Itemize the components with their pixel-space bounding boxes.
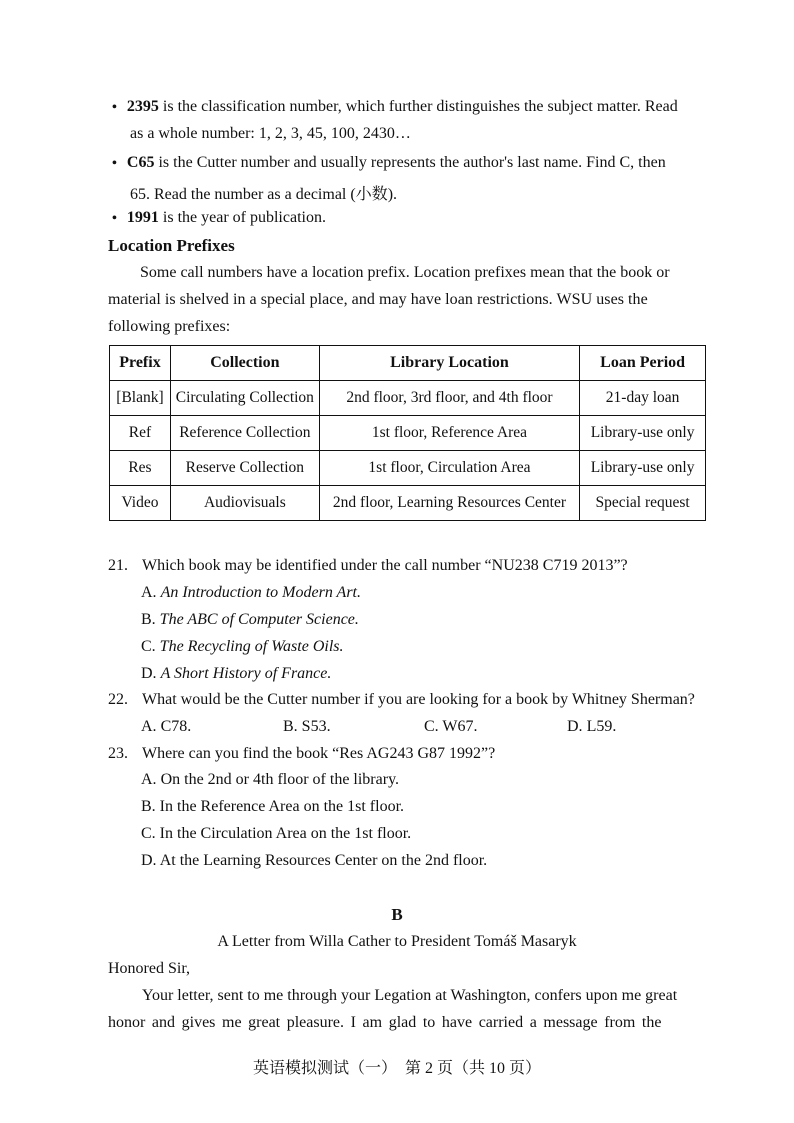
option-text: The ABC of Computer Science. — [159, 611, 359, 628]
table-row — [110, 486, 706, 521]
para-line-3: following prefixes: — [108, 318, 231, 335]
question-number: 21. — [108, 557, 128, 574]
option-letter: D. — [567, 718, 583, 735]
bullet-dot: • — [112, 211, 117, 226]
cell: Library-use only — [580, 416, 706, 451]
question-23 — [108, 745, 495, 763]
option-21-a[interactable] — [141, 584, 361, 602]
page-footer: 英语模拟测试（一） 第 2 页（共 10 页） — [252, 1060, 541, 1077]
cell: Library-use only — [580, 451, 706, 486]
table-row — [110, 381, 706, 416]
letter-title: A Letter from Willa Cather to President Tomáš Masaryk — [217, 933, 577, 950]
bullet-dot: • — [112, 156, 117, 171]
option-letter: A. — [141, 771, 157, 788]
option-text: W67. — [442, 718, 478, 735]
option-text: In the Circulation Area on the 1st floor. — [159, 825, 412, 842]
option-letter: B. — [141, 611, 156, 628]
option-letter: B. — [283, 718, 298, 735]
prefix-table — [109, 345, 706, 521]
option-letter: A. — [141, 718, 157, 735]
header-prefix: Prefix — [110, 346, 171, 381]
option-22-b[interactable] — [283, 718, 331, 736]
salutation: Honored Sir, — [108, 960, 191, 977]
section-label: B — [391, 905, 403, 924]
option-text: In the Reference Area on the 1st floor. — [159, 798, 405, 815]
bullet-1-text: is the classification number, which further distinguishes the subject matter. Read — [158, 98, 678, 115]
option-23-b[interactable] — [141, 798, 404, 816]
letter-line-2: honor and gives me great pleasure. I am glad to have carried a message from the — [108, 1014, 662, 1031]
option-23-a[interactable] — [141, 771, 399, 789]
option-text: A Short History of France. — [160, 665, 332, 682]
cell: 2nd floor, 3rd floor, and 4th floor — [319, 381, 579, 416]
bullet-3-bold: 1991 — [126, 209, 159, 226]
option-text: At the Learning Resources Center on the 2nd floor. — [159, 852, 488, 869]
cell: Reference Collection — [170, 416, 319, 451]
bullet-1 — [112, 98, 678, 116]
question-text: Where can you find the book “Res AG243 G87 1992”? — [142, 745, 496, 762]
option-text: C78. — [160, 718, 192, 735]
option-letter: C. — [424, 718, 439, 735]
question-21 — [108, 557, 628, 575]
option-text: S53. — [301, 718, 331, 735]
option-22-a[interactable] — [141, 718, 191, 736]
bullet-3 — [112, 209, 326, 227]
header-library-location: Library Location — [319, 346, 579, 381]
letter-line-1: Your letter, sent to me through your Legation at Washington, confers upon me great — [142, 987, 678, 1004]
option-text: An Introduction to Modern Art. — [160, 584, 361, 601]
question-22 — [108, 691, 695, 709]
bullet-2 — [112, 154, 666, 172]
option-22-c[interactable] — [424, 718, 478, 736]
bullet-2-text: is the Cutter number and usually represents the author's last name. Find C, then — [154, 154, 666, 171]
option-21-c[interactable] — [141, 638, 344, 656]
cell: Ref — [110, 416, 171, 451]
table-row — [110, 451, 706, 486]
cell: 1st floor, Circulation Area — [319, 451, 579, 486]
option-letter: D. — [141, 665, 157, 682]
question-number: 23. — [108, 745, 128, 762]
header-collection: Collection — [170, 346, 319, 381]
para-line-2: material is shelved in a special place, and may have loan restrictions. WSU uses the — [108, 291, 648, 308]
option-text: L59. — [586, 718, 617, 735]
option-letter: B. — [141, 798, 156, 815]
bullet-2-cont: 65. Read the number as a decimal (小数). — [130, 186, 398, 203]
cell: Reserve Collection — [170, 451, 319, 486]
cell: Circulating Collection — [170, 381, 319, 416]
para-line-1: Some call numbers have a location prefix. Location prefixes mean that the book or — [140, 264, 670, 281]
option-text: The Recycling of Waste Oils. — [159, 638, 344, 655]
option-22-d[interactable] — [567, 718, 616, 736]
table-row — [110, 416, 706, 451]
cell: 2nd floor, Learning Resources Center — [319, 486, 579, 521]
option-letter: A. — [141, 584, 157, 601]
question-number: 22. — [108, 691, 128, 708]
option-letter: D. — [141, 852, 157, 869]
cell: 1st floor, Reference Area — [319, 416, 579, 451]
option-23-d[interactable] — [141, 852, 487, 870]
option-text: On the 2nd or 4th floor of the library. — [160, 771, 400, 788]
section-heading: Location Prefixes — [108, 236, 235, 255]
option-letter: C. — [141, 825, 156, 842]
bullet-1-bold: 2395 — [126, 98, 159, 115]
option-21-b[interactable] — [141, 611, 359, 629]
question-text: What would be the Cutter number if you are looking for a book by Whitney Sherman? — [142, 691, 695, 708]
header-loan-period: Loan Period — [580, 346, 706, 381]
cell: 21-day loan — [580, 381, 706, 416]
cell: Res — [110, 451, 171, 486]
bullet-3-text: is the year of publication. — [158, 209, 326, 226]
question-text: Which book may be identified under the call number “NU238 C719 2013”? — [142, 557, 628, 574]
option-21-d[interactable] — [141, 665, 331, 683]
bullet-1-cont: as a whole number: 1, 2, 3, 45, 100, 2430… — [130, 125, 411, 142]
cell: Special request — [580, 486, 706, 521]
cell: [Blank] — [110, 381, 171, 416]
bullet-dot: • — [112, 100, 117, 115]
bullet-2-bold: C65 — [126, 154, 155, 171]
cell: Audiovisuals — [170, 486, 319, 521]
table-header-row — [110, 346, 706, 381]
option-23-c[interactable] — [141, 825, 411, 843]
cell: Video — [110, 486, 171, 521]
option-letter: C. — [141, 638, 156, 655]
